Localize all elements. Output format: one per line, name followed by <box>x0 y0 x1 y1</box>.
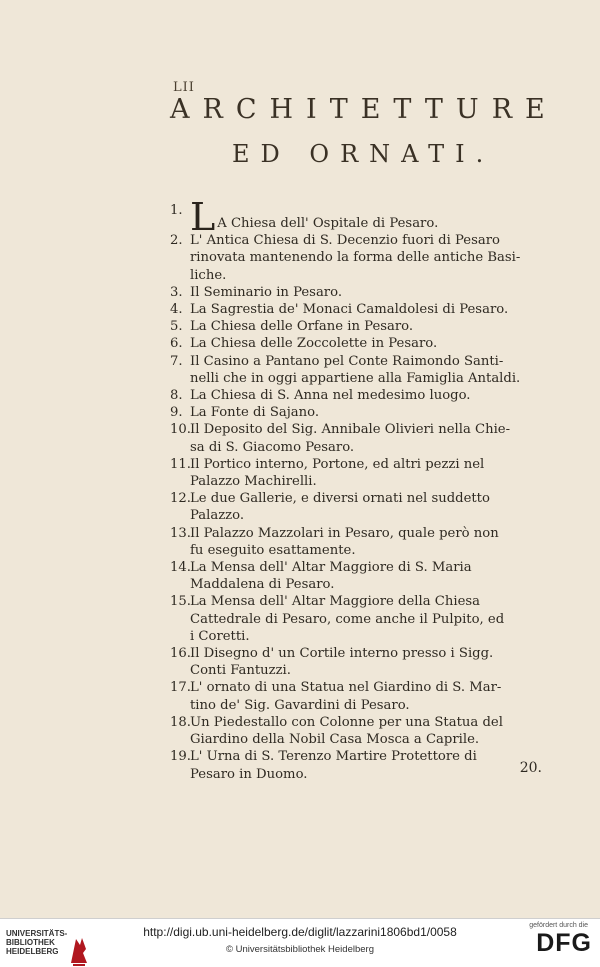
entry-list <box>170 190 550 783</box>
entry-line: La Mensa dell' Altar Maggiore di S. Maria <box>190 560 472 576</box>
entry-number: 14. <box>170 560 191 576</box>
entry-number: 1. <box>170 203 183 218</box>
dfg-funded-by: gefördert durch die <box>529 922 588 929</box>
entry-item <box>170 525 550 559</box>
entry-item <box>170 353 550 387</box>
entry-line: Il Casino a Pantano pel Conte Raimondo Santi- <box>190 353 504 369</box>
catchword: 20. <box>519 760 542 776</box>
entry-number: 4. <box>170 302 183 318</box>
entry-item <box>170 559 550 593</box>
entry-line: La Chiesa di S. Anna nel medesimo luogo. <box>190 388 471 404</box>
entry-line: La Chiesa delle Zoccolette in Pesaro. <box>190 336 438 352</box>
entry-item <box>170 284 550 301</box>
logo-line-1: UNIVERSITÄTS- <box>6 929 68 938</box>
entry-line: L' Antica Chiesa di S. Decenzio fuori di Pesaro <box>190 233 500 249</box>
entry-item <box>170 301 550 318</box>
entry-item <box>170 748 550 782</box>
entry-number: 16. <box>170 646 191 662</box>
entry-item <box>170 335 550 352</box>
entry-item <box>170 679 550 713</box>
entry-line: Il Portico interno, Portone, ed altri pezzi nel <box>190 456 485 472</box>
entry-item <box>170 490 550 524</box>
entry-number: 9. <box>170 405 183 421</box>
entry-number: 11. <box>170 456 191 472</box>
entry-line: Cattedrale di Pesaro, come anche il Pulpito, ed <box>190 611 505 627</box>
entry-line: La Fonte di Sajano. <box>190 405 320 421</box>
entry-number: 8. <box>170 388 183 404</box>
title-line-2: ED ORNATI. <box>232 140 495 168</box>
entry-line: tino de' Sig. Gavardini di Pesaro. <box>190 697 410 713</box>
entry-number: 5. <box>170 319 183 335</box>
dfg-logo[interactable] <box>520 922 592 957</box>
entry-number: 12. <box>170 491 191 507</box>
footer-bar <box>0 918 600 966</box>
entry-line: La Chiesa delle Orfane in Pesaro. <box>190 319 414 335</box>
entry-line: Il Palazzo Mazzolari in Pesaro, quale però non <box>190 525 499 541</box>
entry-number: 19. <box>170 749 191 765</box>
entry-line: La Mensa dell' Altar Maggiore della Chiesa <box>190 594 481 610</box>
drop-cap: L <box>190 202 216 233</box>
entry-line: Palazzo Machirelli. <box>190 474 317 490</box>
copyright-text: © Universitätsbibliothek Heidelberg <box>226 944 374 955</box>
entry-item <box>170 387 550 404</box>
logo-line-3: HEIDELBERG <box>6 947 59 956</box>
entry-line: nelli che in oggi appartiene alla Famiglia Antaldi. <box>190 370 521 386</box>
entry-line: fu eseguito esattamente. <box>190 542 356 558</box>
entry-item <box>170 190 550 232</box>
entry-number: 10. <box>170 422 191 438</box>
entry-line: Maddalena di Pesaro. <box>190 577 335 593</box>
entry-line: Palazzo. <box>190 508 245 524</box>
entry-number: 2. <box>170 233 183 249</box>
entry-line: i Coretti. <box>190 628 250 644</box>
page-number: LII <box>173 80 195 95</box>
entry-number: 7. <box>170 353 183 369</box>
entry-number: 18. <box>170 714 191 730</box>
entry-line: Pesaro in Duomo. <box>190 766 308 782</box>
entry-line: La Sagrestia de' Monaci Camaldolesi di Pesaro. <box>190 302 509 318</box>
entry-item <box>170 593 550 645</box>
entry-number: 13. <box>170 525 191 541</box>
entry-line: Conti Fantuzzi. <box>190 663 291 679</box>
entry-number: 15. <box>170 594 191 610</box>
entry-number: 17. <box>170 680 191 696</box>
entry-line: Il Deposito del Sig. Annibale Olivieri nella Chie- <box>190 422 511 438</box>
entry-line: Il Seminario in Pesaro. <box>190 284 343 300</box>
entry-item <box>170 456 550 490</box>
entry-item <box>170 404 550 421</box>
entry-line: Giardino della Nobil Casa Mosca a Caprile. <box>190 732 480 748</box>
title-line-1: ARCHITETTURE <box>170 94 558 125</box>
entry-item <box>170 232 550 284</box>
entry-line: Le due Gallerie, e diversi ornati nel suddetto <box>190 491 490 507</box>
entry-number: 3. <box>170 284 183 300</box>
logo-line-2: BIBLIOTHEK <box>6 938 55 947</box>
entry-line: Il Disegno d' un Cortile interno presso i Sigg. <box>190 646 494 662</box>
entry-item <box>170 318 550 335</box>
entry-line: Un Piedestallo con Colonne per una Statua del <box>190 714 503 730</box>
entry-item <box>170 645 550 679</box>
entry-line: liche. <box>190 267 227 283</box>
entry-line: L' ornato di una Statua nel Giardino di S. Mar- <box>190 680 502 696</box>
entry-line: rinovata mantenendo la forma delle antiche Basi- <box>190 250 521 266</box>
document-url-link[interactable]: http://digi.ub.uni-heidelberg.de/diglit/lazzarini1806bd1/0058 <box>143 925 457 939</box>
entry-number: 6. <box>170 336 183 352</box>
dfg-mark: DFG <box>536 929 592 957</box>
entry-item <box>170 421 550 455</box>
entry-line: L A Chiesa dell' Ospitale di Pesaro. <box>190 202 550 232</box>
entry-line: L' Urna di S. Terenzo Martire Protettore di <box>190 749 477 765</box>
entry-item <box>170 714 550 748</box>
entry-line: sa di S. Giacomo Pesaro. <box>190 439 355 455</box>
